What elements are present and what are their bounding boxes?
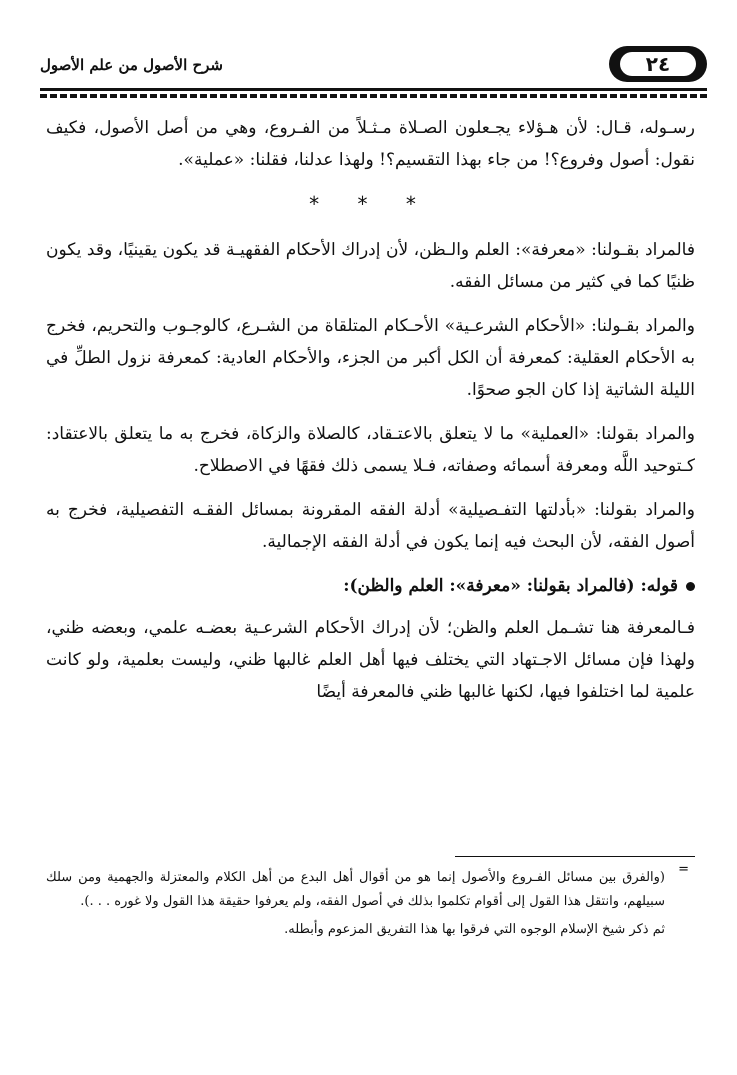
footnote-line-1: (والفرق بين مسائل الفـروع والأصول إنما هو من أقوال أهل البدع من أهل الكلام والمعتزلة والجهمية ومن سلك سبيلهم، وانتقل هذا القول إلى أقوام تكلموا بذلك في أصول الفقه، ولم يعرفوا حقيقة هذا القول ولا غوره . . .).	[46, 870, 665, 909]
page-number: ٢٤	[620, 52, 696, 76]
header-solid-rule	[40, 88, 707, 91]
header-divider	[40, 88, 707, 102]
bullet-heading-text: قوله: (فالمراد بقولنا: «معرفة»: العلم والظن):	[343, 576, 678, 596]
paragraph-6: فـالمعرفة هنا تشـمل العلم والظن؛ لأن إدراك الأحكام الشرعـية بعضـه علمي، وبعضه ظني، ولهذا فإن مسائل الاجـتهاد التي يختلف فيها أهل العلم غالبها ظني، وليست بعلمية، ولو كانت علمية لما اختلفوا فيها، لكنها غالبها ظني فالمعرفة أيضًا	[46, 618, 695, 702]
bullet-heading	[46, 570, 695, 602]
page-header	[40, 42, 707, 90]
footnote-line-2: ثم ذكر شيخ الإسلام الوجوه التي فرقوا بها هذا التفريق المزعوم وأبطله.	[284, 922, 665, 937]
paragraph-4: والمراد بقولنا: «العملية» ما لا يتعلق بالاعتـقاد، كالصلاة والزكاة، فخرج به ما يتعلق بالاعتقاد: كـتوحيد اللَّه ومعرفة أسمائه وصفاته، فـلا يسمى ذلك فقهًا في الاصطلاح.	[46, 424, 695, 476]
header-dashed-rule	[40, 94, 707, 98]
section-separator-stars: * * *	[309, 192, 432, 216]
footnote	[46, 866, 665, 946]
bullet-dot-icon	[686, 582, 695, 591]
footnote-separator	[455, 856, 695, 857]
paragraph-3: والمراد بقـولنا: «الأحكام الشرعـية» الأحـكام المتلقاة من الشـرع، كالوجـوب والتحريم، فخرج به الأحكام العقلية: كمعرفة أن الكل أكبر من الجزء، والأحكام العادية: كمعرفة نزول الطلِّ في الليلة الشاتية إذا كان الجو صحوًا.	[46, 316, 695, 400]
main-text	[46, 112, 695, 720]
running-title: شرح الأصول من علم الأصول	[40, 56, 223, 74]
paragraph-5: والمراد بقولنا: «بأدلتها التفـصيلية» أدلة الفقه المقرونة بمسائل الفقـه التفصيلية، فخرج به أصول الفقه، لأن البحث فيه إنما يكون في أدلة الفقه الإجمالية.	[46, 500, 695, 552]
page-number-badge	[609, 46, 707, 82]
paragraph-1: رسـوله، قـال: لأن هـؤلاء يجـعلون الصـلاة مـثـلاً من الفـروع، وهي من أصل الأصول، فكيف نقول: أصول وفروع؟! من جاء بهذا التقسيم؟! ولهذا عدلنا، فقلنا: «عملية».	[46, 118, 695, 170]
paragraph-2: فالمراد بقـولنا: «معرفة»: العلم والـظن، لأن إدراك الأحكام الفقهيـة قد يكون يقينيًا، وقد يكون ظنيًا كما في كثير من مسائل الفقه.	[46, 240, 695, 292]
footnote-continuation-mark: =	[678, 862, 689, 877]
